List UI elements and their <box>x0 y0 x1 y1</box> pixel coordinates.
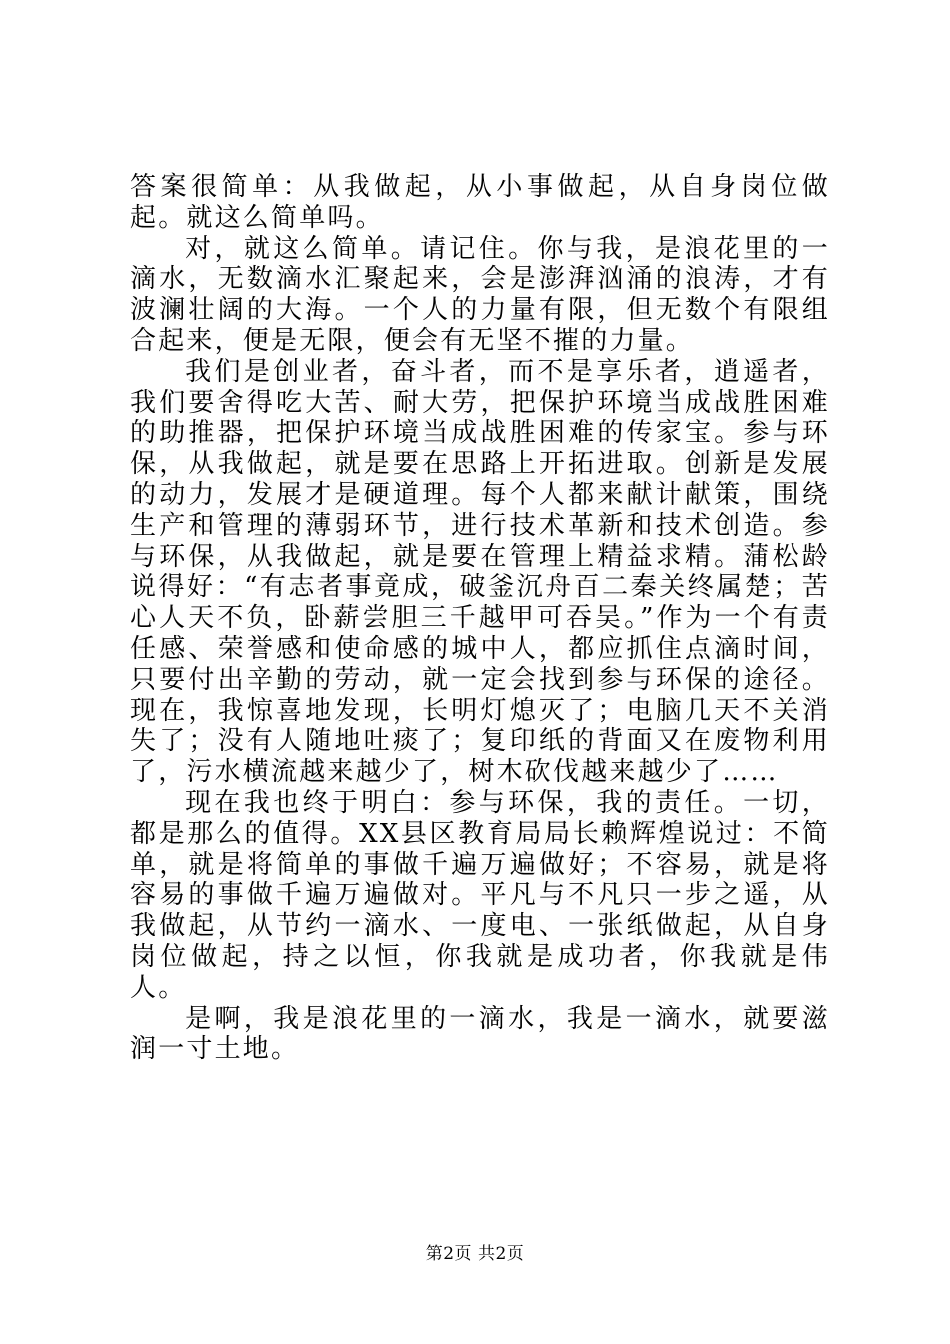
paragraph-2-text: 对，就这么简单。请记住。你与我，是浪花里的一滴水，无数滴水汇聚起来，会是澎湃汹涌的浪涛，才有波澜壮阔的大海。一个人的力量有限，但无数个有限组合起来，便是无限，便会有无坚不摧的力量。 <box>130 233 830 356</box>
paragraph-4 <box>130 788 830 1004</box>
paragraph-2 <box>130 234 830 357</box>
paragraph-1-text: 答案很简单：从我做起，从小事做起，从自身岗位做起。就这么简单吗。 <box>130 172 830 233</box>
paragraph-1 <box>130 172 830 234</box>
document-body <box>130 172 830 1065</box>
paragraph-5 <box>130 1004 830 1066</box>
paragraph-5-text: 是啊，我是浪花里的一滴水，我是一滴水，就要滋润一寸土地。 <box>130 1003 830 1065</box>
paragraph-3 <box>130 357 830 788</box>
page-footer <box>0 1244 950 1264</box>
page-number-label: 第2页 共2页 <box>425 1244 525 1264</box>
paragraph-4-text: 现在我也终于明白：参与环保，我的责任。一切，都是那么的值得。XX县区教育局局长赖辉煌说过：不简单，就是将简单的事做千遍万遍做好；不容易，就是将容易的事做千遍万遍做对。平凡与不凡只一步之遥，从我做起，从节约一滴水、一度电、一张纸做起，从自身岗位做起，持之以恒，你我就是成功者，你我就是伟人。 <box>130 787 830 1003</box>
paragraph-3-text: 我们是创业者，奋斗者，而不是享乐者，逍遥者，我们要舍得吃大苦、耐大劳，把保护环境当成战胜困难的助推器，把保护环境当成战胜困难的传家宝。参与环保，从我做起，就是要在思路上开拓进取。创新是发展的动力，发展才是硬道理。每个人都来献计献策，围绕生产和管理的薄弱环节，进行技术革新和技术创造。参与环保，从我做起，就是要在管理上精益求精。蒲松龄说得好：“有志者事竟成，破釜沉舟百二秦关终属楚；苦心人天不负，卧薪尝胆三千越甲可吞吴。”作为一个有责任感、荣誉感和使命感的城中人，都应抓住点滴时间，只要付出辛勤的劳动，就一定会找到参与环保的途径。现在，我惊喜地发现，长明灯熄灭了；电脑几天不关消失了；没有人随地吐痰了；复印纸的背面又在废物利用了，污水横流越来越少了，树木砍伐越来越少了…… <box>130 356 830 788</box>
